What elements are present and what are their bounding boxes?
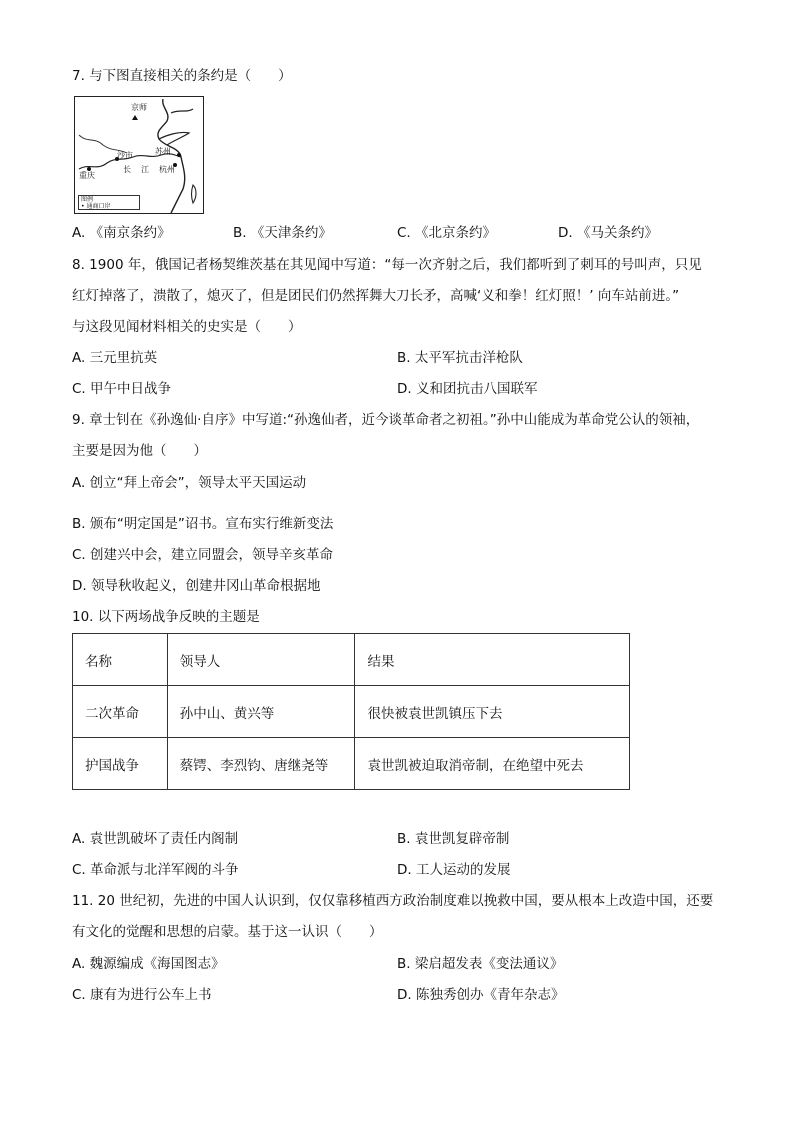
- liaodong-outline: [171, 109, 193, 113]
- q11-option-d: D. 陈独秀创办《青年杂志》: [397, 987, 565, 1003]
- q9-line-1: 9. 章士钊在《孙逸仙·自序》中写道:“孙逸仙者，近今谈革命者之初祖。”孙中山能成为革命党公认的领袖，: [72, 412, 700, 428]
- label-chang: 长: [123, 165, 131, 174]
- legend-item: • 通商口岸: [81, 203, 111, 210]
- q8-line-1: 8. 1900 年，俄国记者杨契维茨基在其见闻中写道：“每一次齐射之后，我们都听到了刺耳的号叫声，只见: [72, 257, 702, 273]
- q8-line-2: 红灯掉落了，溃散了，熄灭了，但是团民们仍然挥舞大刀长矛，高喊‘义和拳！红灯照！’ 向车站前进。”: [72, 288, 680, 304]
- q7-option-b: B. 《天津条约》: [233, 225, 332, 241]
- label-jingshi: 京师: [131, 103, 147, 112]
- capital-marker: [132, 115, 138, 120]
- q10-option-a: A. 袁世凯破坏了责任内阁制: [72, 831, 239, 847]
- q9-option-c: C. 创建兴中会，建立同盟会，领导辛亥革命: [72, 547, 334, 563]
- cell-leaders: 蔡锷、李烈钧、唐继尧等: [167, 738, 355, 790]
- q7-option-c: C. 《北京条约》: [397, 225, 497, 241]
- label-jiang: 江: [141, 165, 149, 174]
- q8-option-a: A. 三元里抗英: [72, 350, 158, 366]
- label-chongqing: 重庆: [79, 171, 95, 180]
- q8-option-b: B. 太平军抗击洋枪队: [397, 350, 523, 366]
- q10-stem: 10. 以下两场战争反映的主题是: [72, 609, 260, 625]
- q8-option-d: D. 义和团抗击八国联军: [397, 381, 538, 397]
- port-dot-suzhou: [177, 153, 181, 157]
- header-name: 名称: [73, 634, 168, 686]
- q9-line-2: 主要是因为他（ ）: [72, 443, 207, 459]
- table-header-row: [73, 634, 630, 686]
- wars-table: [72, 633, 630, 790]
- q11-option-b: B. 梁启超发表《变法通议》: [397, 956, 564, 972]
- table-row: [73, 738, 630, 790]
- q9-option-d: D. 领导秋收起义，创建井冈山革命根据地: [72, 578, 321, 594]
- header-result: 结果: [355, 634, 630, 686]
- q10-option-c: C. 革命派与北洋军阀的斗争: [72, 862, 239, 878]
- legend-item-label: 通商口岸: [86, 203, 111, 210]
- cell-name: 护国战争: [73, 738, 168, 790]
- header-leaders: 领导人: [167, 634, 355, 686]
- cell-name: 二次革命: [73, 686, 168, 738]
- taiwan-island: [192, 185, 197, 203]
- q11-line-1: 11. 20 世纪初，先进的中国人认识到，仅仅靠移植西方政治制度难以挽救中国，要从根本上改造中国，还要: [72, 893, 714, 909]
- q11-option-c: C. 康有为进行公车上书: [72, 987, 212, 1003]
- label-shashi: 沙市: [117, 151, 133, 160]
- q11-option-a: A. 魏源编成《海国图志》: [72, 956, 225, 972]
- q8-line-3: 与这段见闻材料相关的史实是（ ）: [72, 319, 302, 335]
- q10-option-d: D. 工人运动的发展: [397, 862, 511, 878]
- q10-option-b: B. 袁世凯复辟帝制: [397, 831, 510, 847]
- q11-line-2: 有文化的觉醒和思想的启蒙。基于这一认识（ ）: [72, 924, 383, 940]
- q9-option-b: B. 颁布“明定国是”诏书。宣布实行维新变法: [72, 516, 334, 532]
- cell-result: 袁世凯被迫取消帝制，在绝望中死去: [355, 738, 630, 790]
- label-hangzhou: 杭州: [159, 165, 175, 174]
- q7-option-d: D. 《马关条约》: [558, 225, 658, 241]
- q9-option-a: A. 创立“拜上帝会”，领导太平天国运动: [72, 475, 307, 491]
- q8-option-c: C. 甲午中日战争: [72, 381, 172, 397]
- label-suzhou: 苏州: [155, 147, 171, 156]
- map-legend: [78, 195, 140, 210]
- cell-result: 很快被袁世凯镇压下去: [355, 686, 630, 738]
- cell-leaders: 孙中山、黄兴等: [167, 686, 355, 738]
- legend-title: 图例: [81, 196, 94, 203]
- q7-stem: 7. 与下图直接相关的条约是（ ）: [72, 68, 292, 84]
- q7-option-a: A. 《南京条约》: [72, 225, 171, 241]
- table-row: [73, 686, 630, 738]
- treaty-ports-map: [74, 96, 204, 214]
